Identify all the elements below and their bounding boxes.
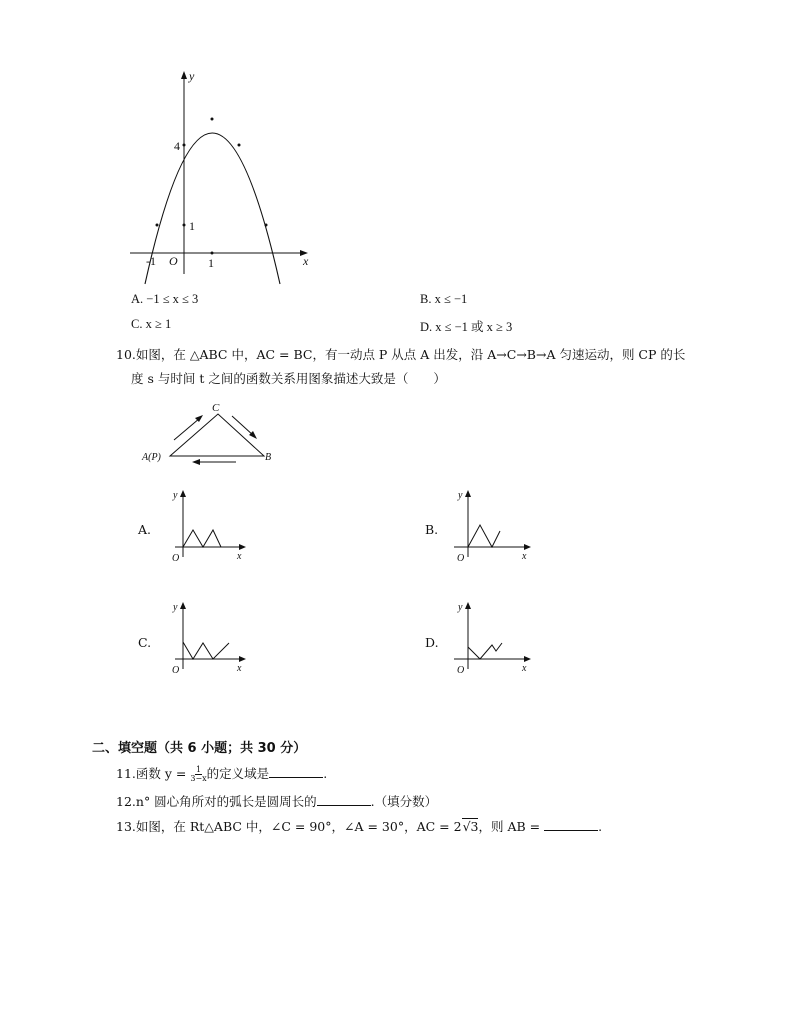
graph-line bbox=[468, 643, 502, 659]
arrow-c-to-b-line bbox=[232, 416, 254, 436]
vertex-b-label: B bbox=[265, 452, 272, 463]
graph-line bbox=[183, 642, 229, 659]
point-2-4 bbox=[238, 144, 241, 147]
q11-number: 11. bbox=[116, 766, 136, 781]
q13-answer-blank[interactable] bbox=[544, 818, 598, 831]
label-1-x: 1 bbox=[208, 256, 214, 270]
q12-answer-blank[interactable] bbox=[317, 793, 371, 806]
q12-end: .（填分数） bbox=[370, 794, 438, 809]
axis-y-label: y bbox=[458, 490, 463, 501]
arrow-b-to-a-icon bbox=[192, 459, 200, 465]
axis-x-label: x bbox=[237, 663, 242, 674]
q13-line bbox=[116, 817, 602, 835]
point-0-1 bbox=[183, 224, 186, 227]
axis-x-label: x bbox=[522, 551, 527, 562]
axis-x-label: x bbox=[522, 663, 527, 674]
point-1-x bbox=[211, 252, 214, 255]
point-0-4 bbox=[183, 144, 186, 147]
axis-y-label: y bbox=[458, 602, 463, 613]
q9-choice-b[interactable]: B. x ≤ −1 bbox=[420, 292, 468, 306]
vertex-a-label: A(P) bbox=[142, 452, 161, 463]
q11-suffix: 的定义域是 bbox=[206, 766, 270, 781]
q10-text-line1: 如图，在 △ABC 中，AC = BC，有一动点 P 从点 A 出发，沿 A→C→B→A 匀速运动，则 CP 的长 bbox=[135, 347, 686, 362]
q9-choice-c[interactable]: C. x ≥ 1 bbox=[131, 317, 172, 331]
q9-parabola-graph bbox=[120, 62, 320, 292]
q13-sqrt: √3 bbox=[462, 819, 479, 834]
q12-number: 12. bbox=[116, 794, 136, 809]
graph-line bbox=[468, 525, 500, 547]
axis-x-arrow-icon bbox=[524, 656, 531, 662]
q11-answer-blank[interactable] bbox=[269, 765, 323, 778]
point-vertex bbox=[211, 118, 214, 121]
axis-y-arrow-icon bbox=[180, 490, 186, 497]
q10-option-a-graph[interactable] bbox=[165, 485, 250, 565]
origin-label: O bbox=[457, 553, 465, 564]
q11-frac-den: 3−x bbox=[190, 774, 207, 783]
point-neg1-1 bbox=[156, 224, 159, 227]
q10-option-d-graph[interactable] bbox=[450, 597, 535, 677]
q10-number: 10. bbox=[116, 347, 136, 362]
q10-triangle-figure bbox=[140, 400, 290, 470]
origin-label: O bbox=[172, 553, 180, 564]
q12-text: n° 圆心角所对的弧长是圆周长的 bbox=[135, 794, 317, 809]
q11-line bbox=[116, 764, 327, 783]
q10-option-d-label[interactable]: D. bbox=[425, 635, 439, 650]
q13-end: . bbox=[598, 819, 603, 834]
label-neg1: -1 bbox=[146, 254, 156, 268]
label-4: 4 bbox=[174, 139, 180, 153]
q13-text: 如图，在 Rt△ABC 中，∠C = 90°，∠A = 30°，AC = 2 bbox=[135, 819, 462, 834]
y-axis-label: y bbox=[189, 69, 195, 83]
q12-line bbox=[116, 792, 437, 810]
axis-x-arrow-icon bbox=[524, 544, 531, 550]
q11-fraction bbox=[190, 766, 206, 783]
q11-end: . bbox=[323, 766, 328, 781]
q13-sqrt-value: 3 bbox=[470, 819, 479, 834]
axis-x-label: x bbox=[237, 551, 242, 562]
origin-label: O bbox=[457, 665, 465, 676]
graph-line bbox=[183, 530, 221, 547]
axis-y-arrow-icon bbox=[465, 490, 471, 497]
q10-line2: 度 s 与时间 t 之间的函数关系用图象描述大致是（ ） bbox=[131, 371, 446, 386]
arrow-a-to-c-line bbox=[174, 418, 200, 440]
q13-text2: ，则 AB = bbox=[478, 819, 541, 834]
axis-x-arrow-icon bbox=[239, 656, 246, 662]
axis-y-arrow-icon bbox=[180, 602, 186, 609]
axis-y-label: y bbox=[173, 602, 178, 613]
x-axis-label: x bbox=[303, 254, 309, 268]
q9-choice-d[interactable]: D. x ≤ −1 或 x ≥ 3 bbox=[420, 320, 513, 334]
q11-frac-num: 1 bbox=[195, 765, 202, 774]
point-3-1 bbox=[265, 224, 268, 227]
q10-option-a-label[interactable]: A. bbox=[138, 522, 152, 537]
vertex-c-label: C bbox=[212, 402, 220, 414]
q10-option-b-graph[interactable] bbox=[450, 485, 535, 565]
origin-label: O bbox=[172, 665, 180, 676]
y-axis-arrow-icon bbox=[181, 71, 187, 79]
label-1-y: 1 bbox=[189, 219, 195, 233]
q10-option-b-label[interactable]: B. bbox=[425, 522, 439, 537]
q10-option-c-label[interactable]: C. bbox=[138, 635, 152, 650]
axis-y-label: y bbox=[173, 490, 178, 501]
q11-prefix: 函数 y = bbox=[135, 766, 187, 781]
q10-option-c-graph[interactable] bbox=[165, 597, 250, 677]
origin-label: O bbox=[169, 254, 178, 268]
q13-number: 13. bbox=[116, 819, 136, 834]
q10-line1 bbox=[116, 345, 685, 363]
section-title-fill-blank: 二、填空题（共 6 小题；共 30 分） bbox=[92, 741, 307, 756]
q9-choice-a[interactable]: A. −1 ≤ x ≤ 3 bbox=[131, 292, 199, 306]
axis-x-arrow-icon bbox=[239, 544, 246, 550]
axis-y-arrow-icon bbox=[465, 602, 471, 609]
